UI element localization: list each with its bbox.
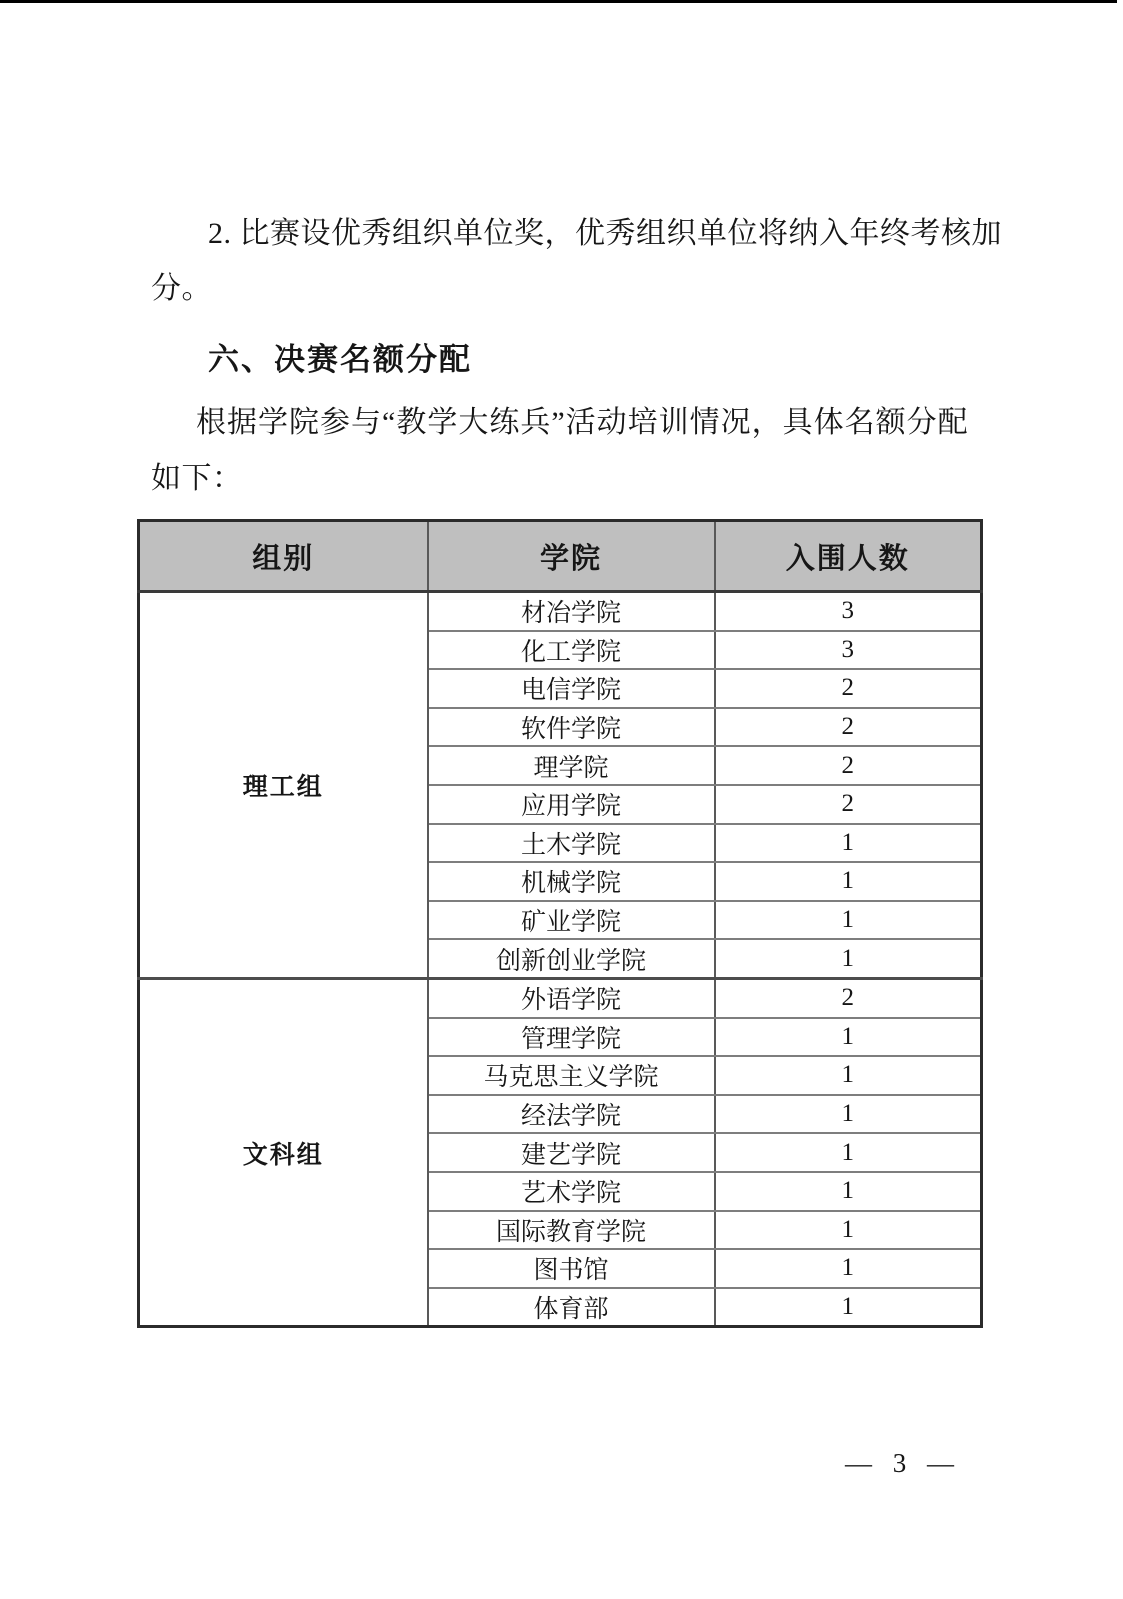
count-cell: 1 <box>715 939 982 978</box>
count-cell: 3 <box>715 592 982 631</box>
quota-table <box>137 519 983 1328</box>
college-cell: 软件学院 <box>428 708 715 747</box>
college-cell: 矿业学院 <box>428 901 715 940</box>
college-cell: 经法学院 <box>428 1095 715 1134</box>
count-cell: 1 <box>715 901 982 940</box>
count-cell: 1 <box>715 1211 982 1250</box>
table-header-row <box>139 521 982 592</box>
count-cell: 2 <box>715 669 982 708</box>
count-cell: 1 <box>715 1133 982 1172</box>
section-heading: 六、决赛名额分配 <box>208 342 472 377</box>
college-cell: 材冶学院 <box>428 592 715 631</box>
college-cell: 体育部 <box>428 1288 715 1327</box>
group-name-cell: 理工组 <box>139 592 428 979</box>
college-cell: 建艺学院 <box>428 1133 715 1172</box>
count-cell: 2 <box>715 978 982 1017</box>
college-cell: 化工学院 <box>428 631 715 670</box>
header-cell-group: 组别 <box>139 521 428 592</box>
count-cell: 2 <box>715 708 982 747</box>
count-cell: 1 <box>715 1095 982 1134</box>
count-cell: 1 <box>715 1018 982 1057</box>
paragraph-award-line-2: 分。 <box>151 272 212 305</box>
college-cell: 外语学院 <box>428 978 715 1017</box>
college-cell: 应用学院 <box>428 785 715 824</box>
paragraph-allocation-line-1: 根据学院参与“教学大练兵”活动培训情况，具体名额分配 <box>196 406 969 439</box>
college-cell: 理学院 <box>428 746 715 785</box>
count-cell: 2 <box>715 785 982 824</box>
count-cell: 1 <box>715 1249 982 1288</box>
college-cell: 管理学院 <box>428 1018 715 1057</box>
page-number: — 3 — <box>845 1448 955 1478</box>
paragraph-allocation-line-2: 如下： <box>151 462 243 495</box>
count-cell: 2 <box>715 746 982 785</box>
college-cell: 电信学院 <box>428 669 715 708</box>
college-cell: 艺术学院 <box>428 1172 715 1211</box>
table-row <box>139 592 982 631</box>
paragraph-award-line-1: 2. 比赛设优秀组织单位奖，优秀组织单位将纳入年终考核加 <box>208 217 1002 250</box>
count-cell: 1 <box>715 1056 982 1095</box>
scan-artifact-line <box>0 0 1117 3</box>
count-cell: 1 <box>715 1288 982 1327</box>
college-cell: 图书馆 <box>428 1249 715 1288</box>
college-cell: 马克思主义学院 <box>428 1056 715 1095</box>
group-name-cell: 文科组 <box>139 978 428 1326</box>
college-cell: 土木学院 <box>428 824 715 863</box>
count-cell: 3 <box>715 631 982 670</box>
count-cell: 1 <box>715 862 982 901</box>
header-cell-college: 学院 <box>428 521 715 592</box>
header-cell-count: 入围人数 <box>715 521 982 592</box>
college-cell: 创新创业学院 <box>428 939 715 978</box>
quota-table-body <box>139 592 982 1327</box>
college-cell: 机械学院 <box>428 862 715 901</box>
college-cell: 国际教育学院 <box>428 1211 715 1250</box>
table-row <box>139 978 982 1017</box>
count-cell: 1 <box>715 824 982 863</box>
count-cell: 1 <box>715 1172 982 1211</box>
